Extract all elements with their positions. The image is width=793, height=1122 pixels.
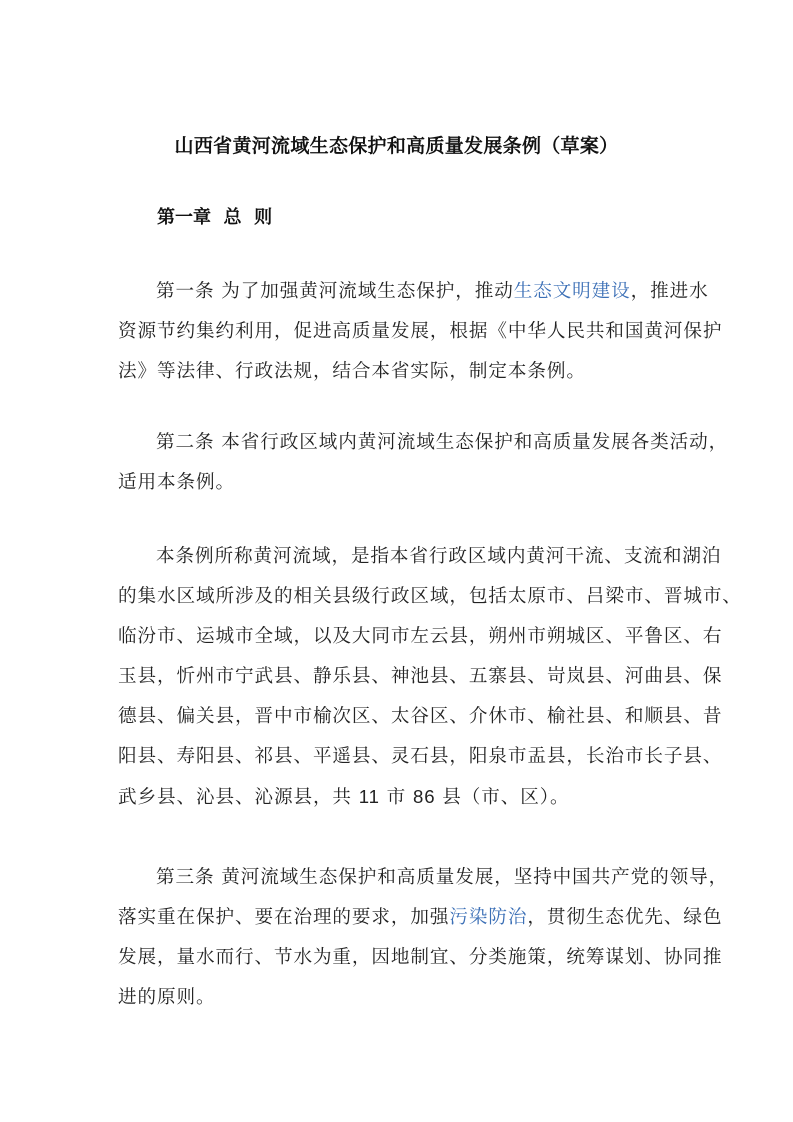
text: 县（市、区）。 <box>435 787 570 808</box>
article-2p2-line-2: 的集水区域所涉及的相关县级行政区域，包括太原市、吕梁市、晋城市、 <box>118 586 742 607</box>
text: 市 <box>379 787 413 808</box>
article-2-line-1: 第二条 本省行政区域内黄河流域生态保护和高质量发展各类活动， <box>156 432 729 453</box>
article-2p2-line-7 <box>118 782 678 822</box>
county-count: 86 <box>412 786 436 807</box>
article-2p2-line-6: 阳县、寿阳县、祁县、平遥县、灵石县，阳泉市盂县，长治市长子县、 <box>118 746 723 767</box>
text: ，推进水 <box>630 281 709 302</box>
city-count: 11 <box>358 786 380 807</box>
link-ecological-civilization[interactable]: 生态文明建设 <box>513 281 631 302</box>
article-2-line-2: 适用本条例。 <box>118 472 235 493</box>
document-title: 山西省黄河流域生态保护和高质量发展条例（草案） <box>174 135 619 157</box>
chapter-heading: 第一章 总 则 <box>157 207 273 228</box>
article-3-line-2 <box>118 903 723 943</box>
article-2 <box>118 428 729 508</box>
article-3-line-1: 第三条 黄河流域生态保护和高质量发展，坚持中国共产党的领导， <box>156 867 729 888</box>
article-1-line-1 <box>118 277 709 317</box>
text: ，贯彻生态优先、绿色 <box>527 907 723 928</box>
article-2p2-line-3: 临汾市、运城市全域，以及大同市左云县，朔州市朔城区、平鲁区、右 <box>118 626 723 647</box>
article-2p2-line-1: 本条例所称黄河流域，是指本省行政区域内黄河干流、支流和湖泊 <box>156 546 722 567</box>
link-pollution-prevention[interactable]: 污染防治 <box>449 907 528 928</box>
article-1-line-2: 资源节约集约利用，促进高质量发展，根据《中华人民共和国黄河保护 <box>118 321 723 342</box>
article-1-line-3: 法》等法律、行政法规，结合本省实际，制定本条例。 <box>118 361 586 382</box>
text: 第一条 为了加强黄河流域生态保护，推动 <box>156 281 514 302</box>
article-2p2-line-5: 德县、偏关县，晋中市榆次区、太谷区、介休市、榆社县、和顺县、昔 <box>118 706 723 727</box>
article-3 <box>118 863 729 1023</box>
article-1 <box>118 277 723 397</box>
article-2-paragraph-2 <box>118 542 742 822</box>
text: 落实重在保护、要在治理的要求，加强 <box>118 907 450 928</box>
text: 武乡县、沁县、沁源县，共 <box>118 787 359 808</box>
article-3-line-3: 发展，量水而行、节水为重，因地制宜、分类施策，统筹谋划、协同推 <box>118 947 723 968</box>
article-3-line-4: 进的原则。 <box>118 987 216 1008</box>
article-2p2-line-4: 玉县，忻州市宁武县、静乐县、神池县、五寨县、岢岚县、河曲县、保 <box>118 666 723 687</box>
